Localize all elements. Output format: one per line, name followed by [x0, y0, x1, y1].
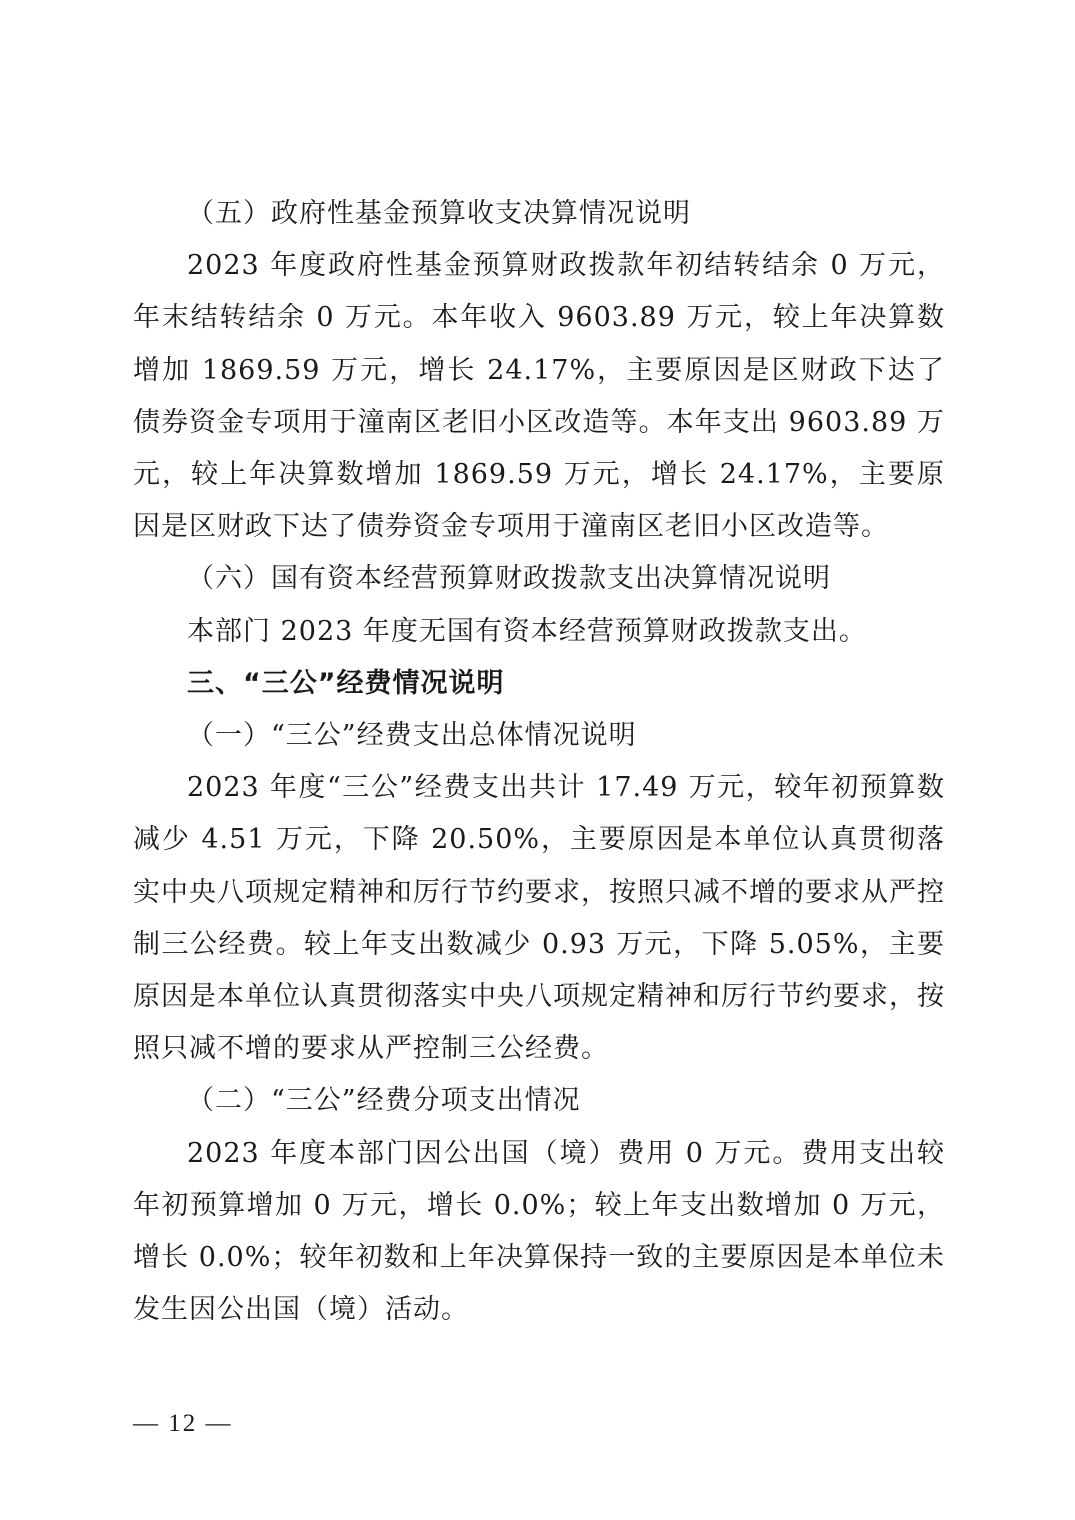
chapter-heading-3: 三、“三公”经费情况说明 [187, 667, 505, 699]
section-heading-1: （一）“三公”经费支出总体情况说明 [187, 720, 637, 752]
section-heading-6: （六）国有资本经营预算财政拨款支出决算情况说明 [187, 563, 831, 595]
paragraph-state-capital: 本部门 2023 年度无国有资本经营预算财政拨款支出。 [187, 615, 867, 647]
section-heading-2: （二）“三公”经费分项支出情况 [187, 1085, 581, 1117]
document-body [133, 188, 945, 1336]
page-number: — 12 — [133, 1410, 233, 1437]
paragraph-gov-fund: 2023 年度政府性基金预算财政拨款年初结转结余 0 万元，年末结转结余 0 万元。本年收入 9603.89 万元，较上年决算数增加 1869.59 万元，增长 24.17%，主要原因是区财政下达了债券资金专项用于潼南区老旧小区改造等。本年支出 9603.89 万元，较上年决算数增加 1869.59 万元，增长 24.17%，主要原因是区财政下达了债券资金专项用于潼南区老旧小区改造等。 [133, 250, 945, 543]
section-heading-5: （五）政府性基金预算收支决算情况说明 [187, 198, 691, 229]
paragraph-overseas-travel: 2023 年度本部门因公出国（境）费用 0 万元。费用支出较年初预算增加 0 万元，增长 0.0%；较上年支出数增加 0 万元，增长 0.0%；较年初数和上年决算保持一致的主要原因是本单位未发生因公出国（境）活动。 [133, 1137, 945, 1326]
paragraph-three-public-total: 2023 年度“三公”经费支出共计 17.49 万元，较年初预算数减少 4.51 万元，下降 20.50%，主要原因是本单位认真贯彻落实中央八项规定精神和厉行节约要求，按照只减不增的要求从严控制三公经费。较上年支出数减少 0.93 万元，下降 5.05%，主要原因是本单位认真贯彻落实中央八项规定精神和厉行节约要求，按照只减不增的要求从严控制三公经费。 [133, 772, 945, 1065]
